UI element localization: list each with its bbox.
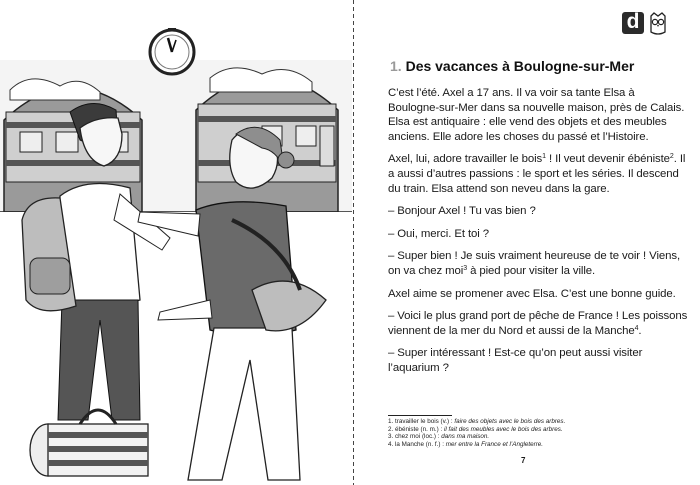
dialogue-line: – Super bien ! Je suis vraiment heureuse de te voir ! Viens, on va chez moi$^3$ à pied pour visiter la ville. bbox=[388, 250, 681, 277]
footnote: 4. la Manche (n. f.) : mer entre la France et l’Angleterre. bbox=[388, 440, 544, 448]
dialogue-line: – Bonjour Axel ! Tu vas bien ? bbox=[388, 205, 536, 218]
story-text bbox=[388, 86, 688, 384]
footnote-ref: 4 bbox=[634, 324, 639, 332]
owl-icon bbox=[648, 12, 668, 36]
page-number: 7 bbox=[521, 456, 526, 465]
logo-letter: d bbox=[626, 10, 640, 33]
footnote-rule bbox=[388, 415, 452, 416]
footnote: 1. travailler le bois (v.) : faire des objets avec le bois des arbres. bbox=[388, 418, 566, 425]
chapter-number: 1. bbox=[390, 58, 402, 74]
paragraph: Axel, lui, adore travailler le bois$^1$ ! Il veut devenir ébéniste$^2$. Il a aussi d’autres passions : le sport et les séries. Il descend du train. Elsa attend son neveu dans la gare. bbox=[388, 153, 686, 195]
dialogue-line: – Super intéressant ! Est-ce qu’on peut aussi visiter l’aquarium ? bbox=[388, 347, 643, 374]
paragraph: C’est l’été. Axel a 17 ans. Il va voir sa tante Elsa à Boulogne-sur-Mer dans sa nouvelle maison, près de Calais. Elsa est antiquaire : elle vend des objets et des meubles anciens. Elle adore les choses du passé et l’Histoire. bbox=[388, 87, 685, 143]
footnote: 3. chez moi (loc.) : dans ma maison. bbox=[388, 433, 490, 441]
clock-icon bbox=[150, 28, 194, 74]
dialogue-line: – Oui, merci. Et toi ? bbox=[388, 227, 489, 240]
chapter-title-text: Des vacances à Boulogne-sur-Mer bbox=[405, 58, 635, 74]
footnote: 2. ébéniste (n. m.) : il fait des meubles avec le bois des arbres. bbox=[388, 425, 563, 433]
dialogue-line: – Voici le plus grand port de pêche de France ! Les poissons viennent de la mer du Nord et aussi de la Manche$^4$. bbox=[388, 310, 688, 337]
footnote-ref: 3 bbox=[463, 264, 468, 272]
text-page bbox=[356, 0, 700, 485]
page-fold bbox=[353, 0, 354, 485]
publisher-logo bbox=[622, 12, 644, 34]
footnote-ref: 1 bbox=[542, 153, 546, 161]
footnotes bbox=[388, 415, 688, 448]
footnote-ref: 2 bbox=[669, 153, 674, 161]
paragraph: Axel aime se promener avec Elsa. C’est une bonne guide. bbox=[388, 287, 676, 300]
chapter-title bbox=[390, 58, 634, 74]
